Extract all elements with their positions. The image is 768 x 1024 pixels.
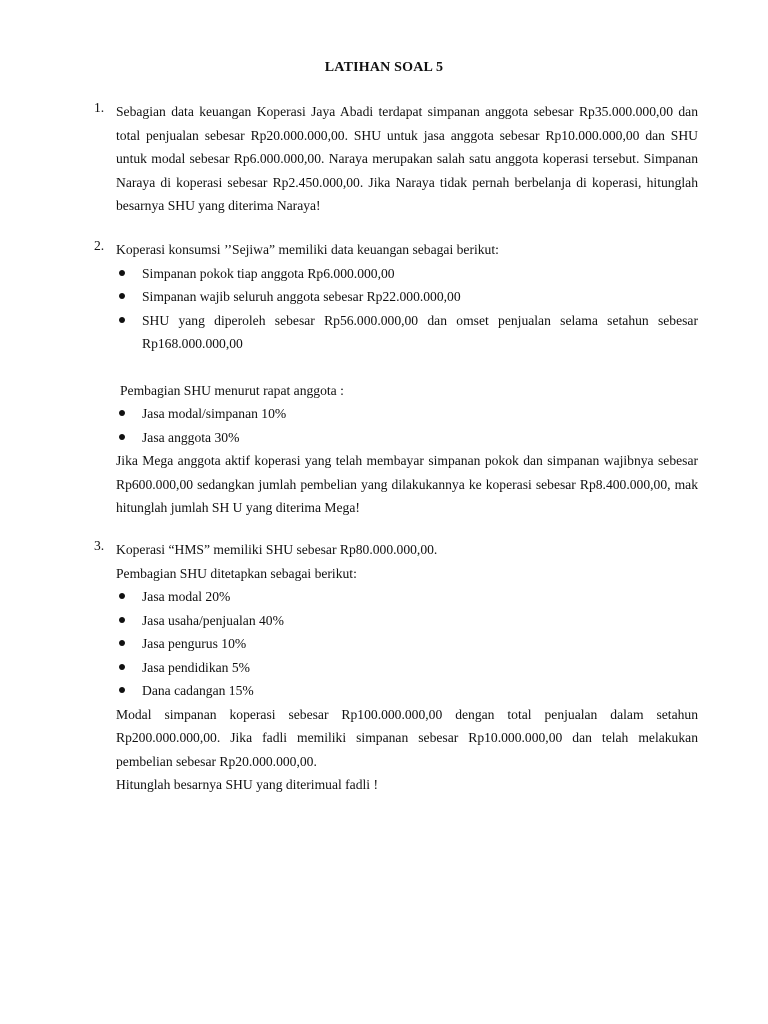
shu-list <box>116 402 698 449</box>
question-prompt: Hitunglah besarnya SHU yang diterimual fadli ! <box>116 777 378 792</box>
bullet-icon <box>119 434 125 440</box>
bullet-icon <box>119 640 125 646</box>
list-item <box>116 402 698 426</box>
list-item <box>116 585 698 609</box>
list-item <box>116 632 698 656</box>
bullet-icon <box>119 593 125 599</box>
page-title: LATIHAN SOAL 5 <box>324 60 444 75</box>
question-number: 1. <box>94 100 105 115</box>
list-item-text: Simpanan wajib seluruh anggota sebesar Rp22.000.000,00 <box>142 289 461 304</box>
bullet-icon <box>119 293 125 299</box>
question-text: Sebagian data keuangan Koperasi Jaya Abadi terdapat simpanan anggota sebesar Rp35.000.000,00 dan total penjualan sebesar Rp20.000.000,00. SHU untuk jasa anggota sebesar Rp10.000.000,00 dan SHU untuk modal sebesar Rp6.000.000,00. Naraya merupakan salah satu anggota koperasi tersebut. Simpanan Naraya di koperasi sebesar Rp2.450.000,00. Jika Naraya tidak pernah berbelanja di koperasi, hitunglah besarnya SHU yang diterima Naraya! <box>116 104 698 213</box>
list-item <box>116 609 698 633</box>
list-item <box>116 262 698 286</box>
bullet-icon <box>119 270 125 276</box>
distribution-list <box>116 585 698 703</box>
question-number: 3. <box>94 538 105 553</box>
bullet-icon <box>119 664 125 670</box>
list-item <box>116 285 698 309</box>
question-3 <box>94 538 698 797</box>
distribution-heading: Pembagian SHU ditetapkan sebagai berikut: <box>116 565 357 581</box>
question-number: 2. <box>94 238 105 253</box>
question-closing: Jika Mega anggota aktif koperasi yang telah membayar simpanan pokok dan simpanan wajibnya sebesar Rp600.000,00 sedangkan jumlah pembelian yang dilakukannya ke koperasi sebesar Rp8.400.000,00, mak hitunglah jumlah SH U yang diterima Mega! <box>116 453 698 515</box>
shu-heading: Pembagian SHU menurut rapat anggota : <box>120 382 344 398</box>
question-1 <box>94 100 698 218</box>
bullet-icon <box>119 617 125 623</box>
list-item <box>116 679 698 703</box>
list-item-text: Jasa pendidikan 5% <box>142 659 250 675</box>
bullet-icon <box>119 687 125 693</box>
list-item-text: Jasa usaha/penjualan 40% <box>142 612 284 628</box>
list-item-text: Jasa modal 20% <box>142 589 231 604</box>
list-item-text: Dana cadangan 15% <box>142 683 254 698</box>
list-item-text: Jasa modal/simpanan 10% <box>142 406 287 421</box>
list-item-text: Jasa anggota 30% <box>142 429 240 445</box>
question-intro: Koperasi konsumsi ’’Sejiwa” memiliki data keuangan sebagai berikut: <box>116 242 499 257</box>
bullet-icon <box>119 317 125 323</box>
question-intro: Koperasi “HMS” memiliki SHU sebesar Rp80.000.000,00. <box>116 542 438 557</box>
list-item-text: SHU yang diperoleh sebesar Rp56.000.000,00 dan omset penjualan selama setahun sebesar Rp168.000.000,00 <box>142 312 698 351</box>
list-item <box>116 309 698 356</box>
list-item-text: Jasa pengurus 10% <box>142 636 247 651</box>
list-item <box>116 656 698 680</box>
data-list <box>116 262 698 356</box>
question-closing: Modal simpanan koperasi sebesar Rp100.000.000,00 dengan total penjualan dalam setahun Rp200.000.000,00. Jika fadli memiliki simpanan sebesar Rp10.000.000,00 dan telah melakukan pembelian sebesar Rp20.000.000,00. <box>116 706 698 769</box>
bullet-icon <box>119 410 125 416</box>
list-item-text: Simpanan pokok tiap anggota Rp6.000.000,00 <box>142 265 395 281</box>
question-2 <box>94 238 698 520</box>
list-item <box>116 426 698 450</box>
